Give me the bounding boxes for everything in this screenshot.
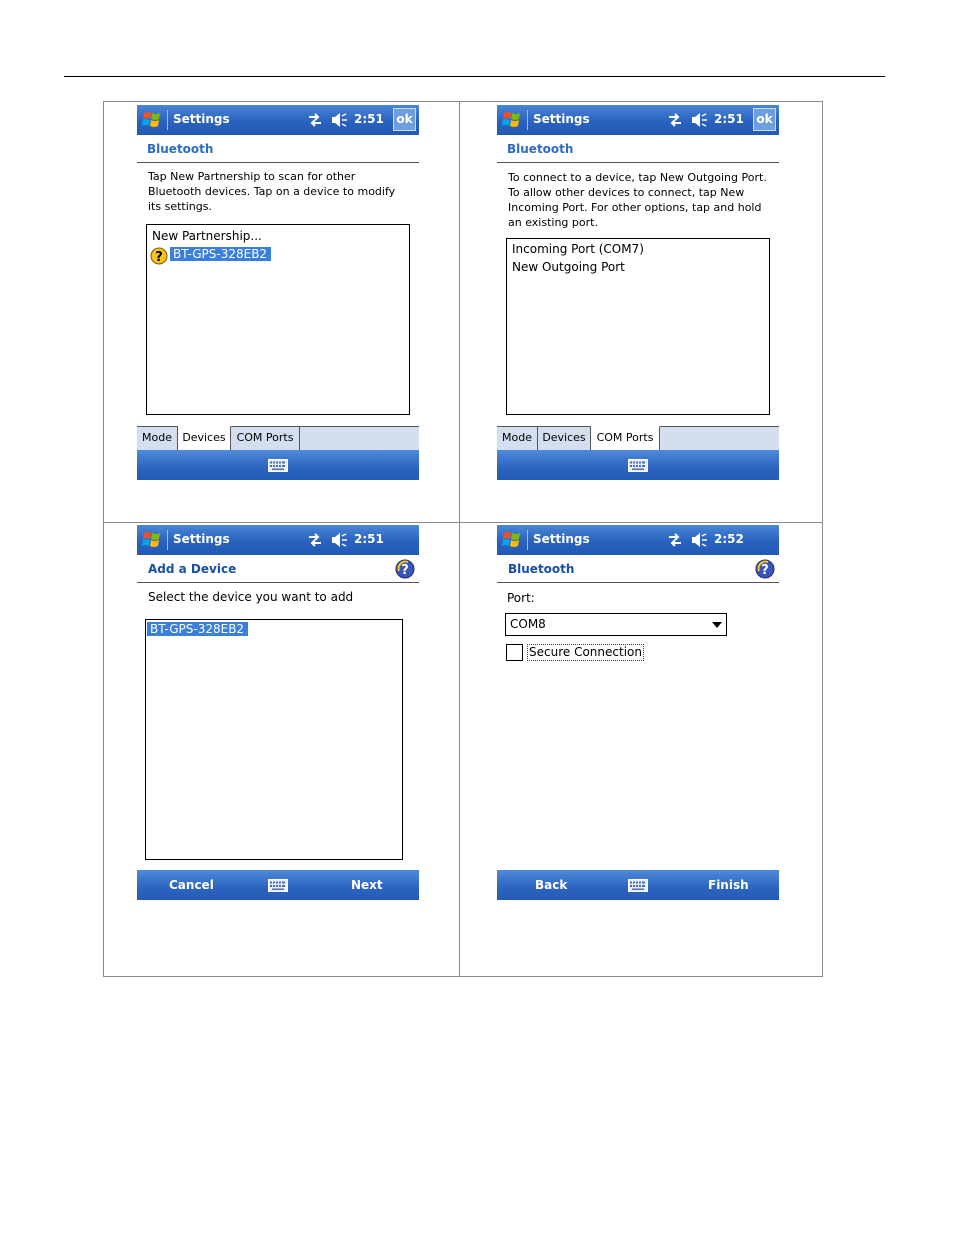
menu-bar	[497, 870, 779, 900]
app-title: Settings	[173, 532, 230, 546]
port-list[interactable]	[506, 238, 770, 415]
app-title: Settings	[533, 112, 590, 126]
tab-devices[interactable]: Devices	[178, 426, 231, 451]
clock: 2:51	[714, 112, 744, 126]
app-title: Settings	[173, 112, 230, 126]
page-heading: Add a Device	[148, 562, 237, 576]
port-dropdown[interactable]	[505, 613, 727, 636]
clock: 2:51	[354, 532, 384, 546]
device-item-bt-gps[interactable]	[170, 247, 271, 261]
device-list[interactable]	[145, 619, 403, 860]
tab-devices[interactable]: Devices	[538, 427, 591, 451]
windows-start-icon[interactable]	[141, 110, 163, 130]
screen-com-ports	[497, 105, 779, 481]
heading-divider	[137, 582, 419, 583]
speaker-icon[interactable]	[690, 112, 708, 128]
tab-com-ports[interactable]: COM Ports	[231, 427, 300, 451]
help-icon[interactable]	[755, 559, 775, 579]
speaker-icon[interactable]	[330, 112, 348, 128]
port-dropdown-value: COM8	[510, 617, 546, 631]
keyboard-icon[interactable]	[628, 879, 648, 892]
clock: 2:52	[714, 532, 744, 546]
new-partnership-item[interactable]: New Partnership...	[152, 229, 262, 243]
tab-com-ports[interactable]: COM Ports	[591, 426, 660, 451]
tab-mode[interactable]: Mode	[137, 427, 178, 451]
menu-bar	[137, 870, 419, 900]
app-title: Settings	[533, 532, 590, 546]
help-icon[interactable]	[395, 559, 415, 579]
svg-text:?: ?	[155, 250, 163, 265]
menu-bar	[497, 450, 779, 480]
next-button[interactable]: Next	[351, 878, 383, 892]
keyboard-icon[interactable]	[268, 459, 288, 472]
question-icon	[150, 247, 168, 265]
windows-start-icon[interactable]	[501, 530, 523, 550]
heading-divider	[137, 162, 419, 163]
page-heading: Bluetooth	[147, 142, 214, 156]
tab-bar	[497, 426, 779, 451]
page-heading: Bluetooth	[508, 562, 575, 576]
instructions-text: To connect to a device, tap New Outgoing Port. To allow other devices to connect, tap New Incoming Port. For other options, tap and hold an existing port.	[508, 171, 767, 229]
heading-divider	[497, 162, 779, 163]
title-bar	[497, 105, 779, 135]
connectivity-icon[interactable]	[307, 532, 323, 548]
connectivity-icon[interactable]	[667, 112, 683, 128]
connectivity-icon[interactable]	[307, 112, 323, 128]
keyboard-icon[interactable]	[268, 879, 288, 892]
windows-start-icon[interactable]	[501, 110, 523, 130]
incoming-port-item[interactable]: Incoming Port (COM7)	[512, 242, 644, 256]
tab-mode[interactable]: Mode	[497, 427, 538, 451]
svg-text:?: ?	[761, 563, 769, 578]
title-bar	[137, 525, 419, 555]
title-separator	[167, 110, 168, 130]
svg-text:?: ?	[401, 563, 409, 578]
clock: 2:51	[354, 112, 384, 126]
device-item-label: BT-GPS-328EB2	[170, 247, 271, 261]
keyboard-icon[interactable]	[628, 459, 648, 472]
secure-connection-checkbox[interactable]	[506, 644, 523, 661]
screen-devices	[137, 105, 419, 481]
instructions-text: Select the device you want to add	[148, 590, 354, 604]
new-outgoing-port-item[interactable]: New Outgoing Port	[512, 260, 625, 274]
speaker-icon[interactable]	[330, 532, 348, 548]
grid-vertical-divider	[459, 102, 460, 976]
screen-port-settings	[497, 525, 779, 901]
device-item-bt-gps[interactable]	[147, 622, 248, 636]
title-separator	[527, 110, 528, 130]
heading-divider	[497, 582, 779, 583]
device-list[interactable]	[146, 224, 410, 415]
page-top-rule	[64, 76, 885, 77]
port-label: Port:	[507, 591, 535, 605]
ok-button[interactable]: ok	[753, 108, 776, 131]
tab-bar	[137, 426, 419, 451]
windows-start-icon[interactable]	[141, 530, 163, 550]
dropdown-arrow-icon[interactable]	[712, 622, 722, 628]
back-button[interactable]: Back	[535, 878, 568, 892]
page-heading: Bluetooth	[507, 142, 574, 156]
grid-horizontal-divider	[104, 522, 822, 523]
title-bar	[137, 105, 419, 135]
title-separator	[167, 530, 168, 550]
finish-button[interactable]: Finish	[708, 878, 749, 892]
title-bar	[497, 525, 779, 555]
ok-button[interactable]: ok	[393, 108, 416, 131]
instructions-text: Tap New Partnership to scan for other Bluetooth devices. Tap on a device to modify its settings.	[148, 170, 396, 213]
title-separator	[527, 530, 528, 550]
cancel-button[interactable]: Cancel	[169, 878, 214, 892]
device-item-label: BT-GPS-328EB2	[147, 622, 248, 636]
speaker-icon[interactable]	[690, 532, 708, 548]
secure-connection-label[interactable]: Secure Connection	[529, 645, 642, 659]
menu-bar	[137, 450, 419, 480]
connectivity-icon[interactable]	[667, 532, 683, 548]
screen-add-device	[137, 525, 419, 901]
